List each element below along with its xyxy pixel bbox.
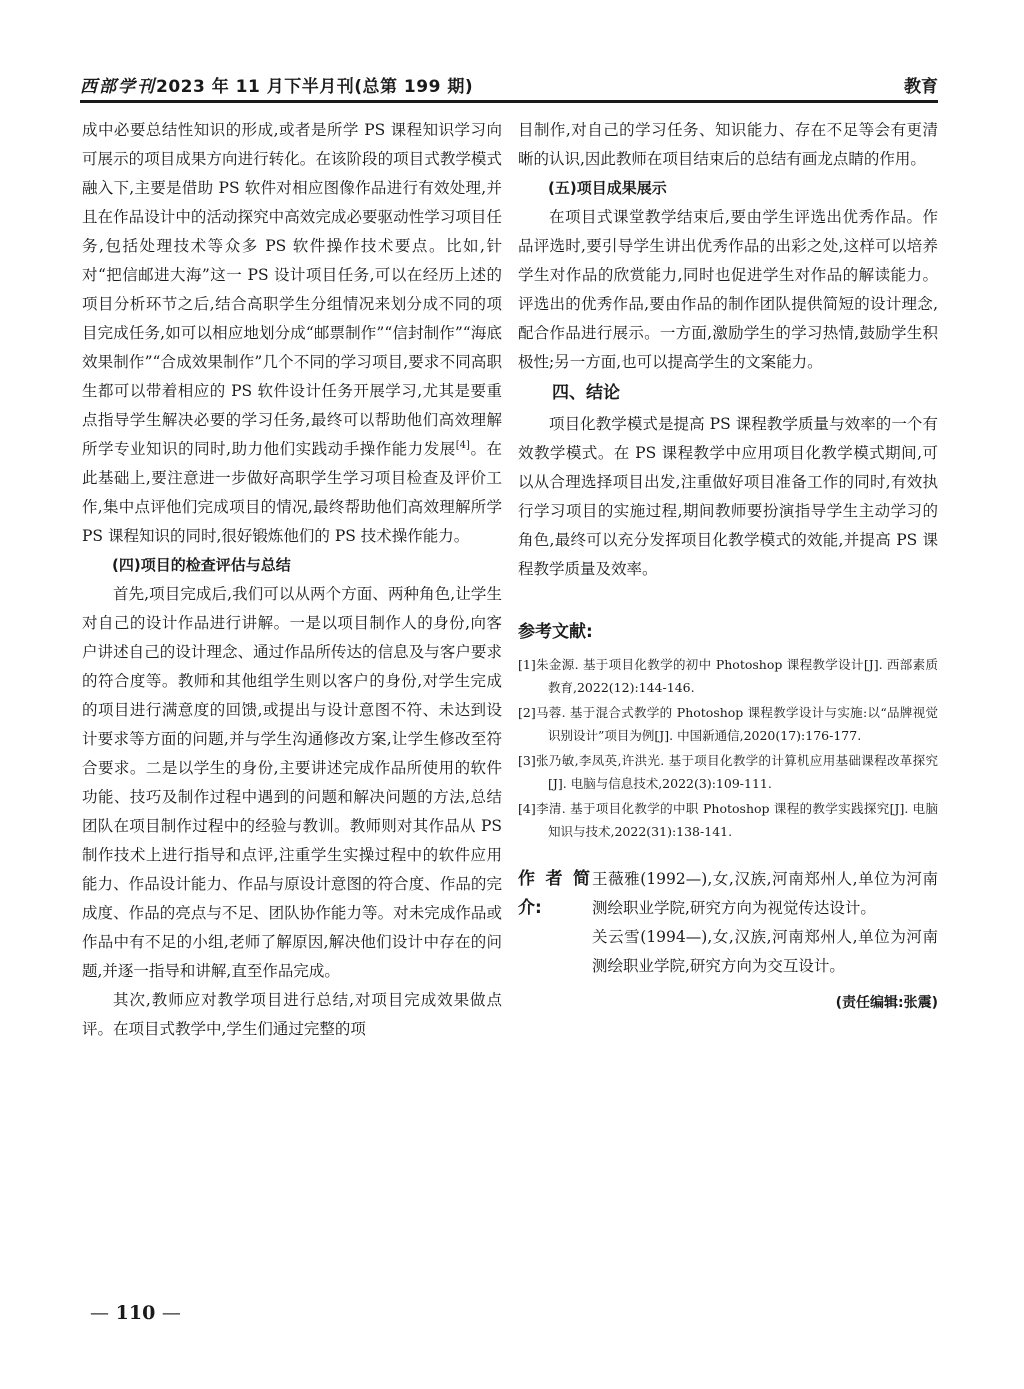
- author-bio: [518, 865, 938, 981]
- reference-item: [3]张乃敏,李凤英,许洪光. 基于项目化教学的计算机应用基础课程改革探究[J]. 电脑与信息技术,2022(3):109-111.: [518, 753, 938, 791]
- editor-note: (责任编辑:张震): [835, 995, 938, 1011]
- running-header: [80, 70, 938, 103]
- subheading: (五)项目成果展示: [548, 179, 667, 197]
- paragraph-text: 成中必要总结性知识的形成,或者是所学 PS 课程知识学习向可展示的项目成果方向进行转化。在该阶段的项目式教学模式融入下,主要是借助 PS 软件对相应图像作品进行有效处理,并且在作品设计中的活动探究中高效完成必要驱动性学习项目任务,包括处理技术等众多 PS 软件操作技术要点。比如,针对“把信邮进大海”这一 PS 设计项目任务,可以在经历上述的项目分析环节之后,结合高职学生分组情况来划分成不同的项目完成任务,如可以相应地划分成“邮票制作”“信封制作”“海底效果制作”“合成效果制作”几个不同的学习项目,要求不同高职生都可以带着相应的 PS 软件设计任务开展学习,尤其是要重点指导学生解决必要的学习任务,最终可以帮助他们高效理解所学专业知识的同时,助力他们实践动手操作能力发展: [82, 121, 502, 458]
- references-title: 参考文献:: [518, 622, 593, 642]
- subheading: (四)项目的检查评估与总结: [112, 556, 291, 574]
- journal-logo: 西部学刊: [80, 77, 156, 97]
- paragraph-text: 。在此基础上,要注意进一步做好高职学生学习项目检查及评价工作,集中点评他们完成项目的情况,最终帮助他们高效理解所学 PS 课程知识的同时,很好锻炼他们的 PS 技术操作能力。: [82, 440, 502, 545]
- page-number-value: 110: [115, 1302, 156, 1324]
- paragraph: 项目化教学模式是提高 PS 课程教学质量与效率的一个有效教学模式。在 PS 课程教学中应用项目化教学模式期间,可以从合理选择项目出发,注重做好项目准备工作的同时,有效执行学习项目的实施过程,期间教师要扮演指导学生主动学习的角色,最终可以充分发挥项目化教学模式的效能,并提高 PS 课程教学质量及效率。: [518, 415, 938, 578]
- paragraph: 目制作,对自己的学习任务、知识能力、存在不足等会有更清晰的认识,因此教师在项目结束后的总结有画龙点睛的作用。: [518, 121, 938, 168]
- reference-item: [4]李清. 基于项目化教学的中职 Photoshop 课程的教学实践探究[J]. 电脑知识与技术,2022(31):138-141.: [518, 801, 938, 839]
- page-dash: —: [90, 1302, 109, 1324]
- author-entry: 王薇雅(1992—),女,汉族,河南郑州人,单位为河南测绘职业学院,研究方向为视觉传达设计。: [592, 870, 938, 917]
- right-column: [518, 116, 938, 1018]
- journal-issue: 2023 年 11 月下半月刊(总第 199 期): [156, 77, 474, 97]
- citation: [4]: [455, 439, 470, 451]
- section-name: 教育: [904, 77, 938, 97]
- reference-item: [1]朱金源. 基于项目化教学的初中 Photoshop 课程教学设计[J]. 西部素质教育,2022(12):144-146.: [518, 657, 938, 695]
- paragraph: 其次,教师应对教学项目进行总结,对项目完成效果做点评。在项目式教学中,学生们通过完整的项: [82, 991, 502, 1038]
- author-label: 作者简介:: [518, 869, 590, 918]
- author-entry: 关云雪(1994—),女,汉族,河南郑州人,单位为河南测绘职业学院,研究方向为交互设计。: [592, 928, 938, 975]
- author-bio-body: [592, 865, 938, 981]
- journal-title: [80, 72, 473, 97]
- left-column: [82, 116, 502, 1044]
- reference-item: [2]马蓉. 基于混合式教学的 Photoshop 课程教学设计与实施:以“品牌视觉识别设计”项目为例[J]. 中国新通信,2020(17):176-177.: [518, 705, 938, 743]
- paragraph: 在项目式课堂教学结束后,要由学生评选出优秀作品。作品评选时,要引导学生讲出优秀作品的出彩之处,这样可以培养学生对作品的欣赏能力,同时也促进学生对作品的解读能力。评选出的优秀作品,要由作品的制作团队提供简短的设计理念,配合作品进行展示。一方面,激励学生的学习热情,鼓励学生积极性;另一方面,也可以提高学生的文案能力。: [518, 208, 938, 371]
- page-dash: —: [161, 1302, 181, 1324]
- paragraph: 首先,项目完成后,我们可以从两个方面、两种角色,让学生对自己的设计作品进行讲解。一是以项目制作人的身份,向客户讲述自己的设计理念、通过作品所传达的信息及与客户要求的符合度等。教师和其他组学生则以客户的身份,对学生完成的项目进行满意度的回馈,或提出与设计意图不符、未达到设计要求等方面的问题,并与学生沟通修改方案,让学生修改至符合要求。二是以学生的身份,主要讲述完成作品所使用的软件功能、技巧及制作过程中遇到的问题和解决问题的方法,总结团队在项目制作过程中的经验与教训。教师则对其作品从 PS 制作技术上进行指导和点评,注重学生实操过程中的软件应用能力、作品设计能力、作品与原设计意图的符合度、作品的完成度、作品的亮点与不足、团队协作能力等。对未完成作品或作品中有不足的小组,老师了解原因,解决他们设计中存在的问题,并逐一指导和讲解,直至作品完成。: [82, 585, 502, 980]
- page-number: [90, 1302, 181, 1324]
- paragraph: [82, 116, 502, 551]
- section-heading: 四、结论: [552, 383, 620, 403]
